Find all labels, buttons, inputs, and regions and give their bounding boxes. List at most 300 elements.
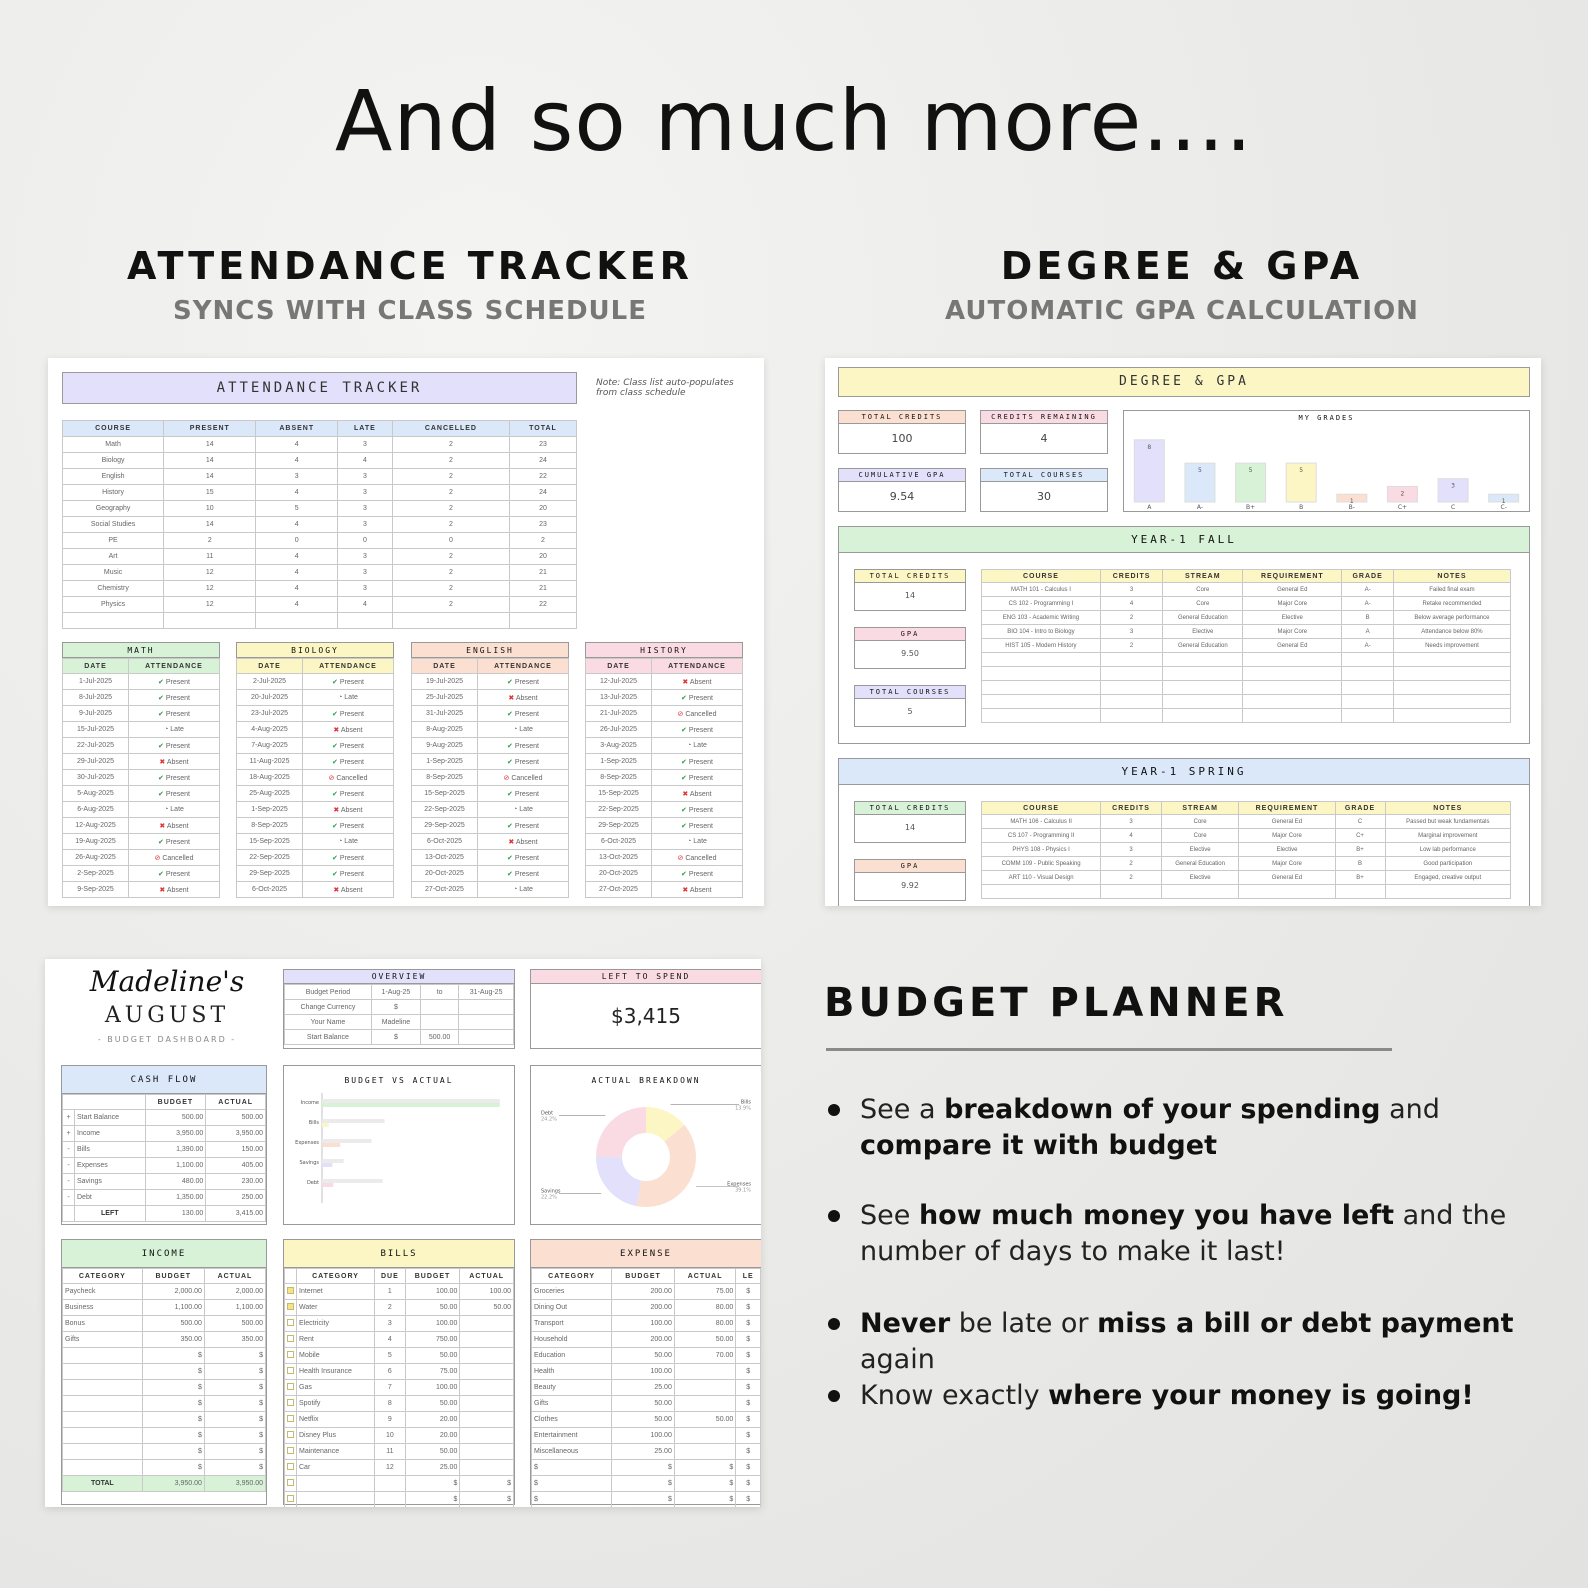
status-label: Late — [344, 694, 358, 701]
feature-text-segment: See a — [860, 1094, 945, 1125]
course-cell: General Ed — [1239, 815, 1335, 829]
status-label: Present — [339, 678, 364, 686]
attendance-status — [478, 738, 569, 754]
income-header-row — [63, 1269, 266, 1284]
table-row — [63, 722, 220, 738]
summary-header: LATE — [337, 421, 392, 437]
attendance-date: 8-Sep-2025 — [586, 770, 652, 786]
bill-budget: 50.00 — [405, 1300, 460, 1316]
table-row — [285, 1412, 514, 1428]
table-row — [285, 1300, 514, 1316]
feature-text-segment: breakdown of your spending — [944, 1094, 1381, 1125]
attendance-date: 31-Jul-2025 — [412, 706, 478, 722]
status-late-icon: ◔ — [513, 886, 520, 893]
course-cell: Core — [1161, 829, 1239, 843]
checkbox-icon[interactable] — [287, 1415, 294, 1422]
attendance-status — [303, 706, 394, 722]
attendance-summary — [62, 420, 577, 629]
summary-cell: 4 — [337, 597, 392, 613]
attendance-date: 6-Aug-2025 — [63, 802, 129, 818]
attendance-status — [303, 818, 394, 834]
status-absent-icon: ✖ — [333, 726, 341, 734]
gpa-stat-value: 9.54 — [889, 490, 915, 503]
checkbox-icon[interactable] — [287, 1351, 294, 1358]
income-actual: $ — [204, 1460, 265, 1476]
expense-budget: 100.00 — [612, 1316, 675, 1332]
status-present-icon: ✔ — [332, 710, 340, 718]
summary-cell: History — [63, 485, 164, 501]
bill-paid-checkbox[interactable] — [285, 1348, 297, 1364]
status-label: Absent — [515, 694, 538, 702]
bill-paid-checkbox[interactable] — [285, 1460, 297, 1476]
table-row — [412, 882, 569, 898]
course-cell — [1335, 885, 1385, 899]
attendance-status — [652, 738, 743, 754]
course-cell: 3 — [1101, 843, 1162, 857]
checkbox-icon[interactable] — [287, 1447, 294, 1454]
status-label: Cancelled — [685, 854, 717, 862]
breakdown-slice-pct: 39.1% — [735, 1187, 751, 1194]
attendance-date: 15-Sep-2025 — [237, 834, 303, 850]
semester-stat-label: TOTAL CREDITS — [855, 570, 965, 583]
table-row — [532, 1476, 761, 1492]
semester-stat-label: TOTAL COURSES — [855, 686, 965, 699]
summary-cell — [392, 613, 509, 629]
gpa-stat-value: 100 — [891, 432, 913, 445]
table-row — [586, 706, 743, 722]
cashflow-budget: 1,350.00 — [145, 1190, 206, 1206]
bill-paid-checkbox[interactable] — [285, 1284, 297, 1300]
course-cell: Major Core — [1243, 625, 1342, 639]
bill-actual — [460, 1412, 514, 1428]
course-cell — [1243, 695, 1342, 709]
table-row — [63, 850, 220, 866]
summary-cell: 2 — [164, 533, 256, 549]
summary-cell: 3 — [256, 469, 338, 485]
checkbox-icon[interactable] — [287, 1479, 294, 1486]
attendance-status — [478, 802, 569, 818]
table-row — [63, 517, 577, 533]
semester-stat-card — [854, 801, 966, 843]
semester-stat-card — [854, 627, 966, 669]
bullet-dot-icon — [828, 1318, 840, 1330]
expense-actual — [674, 1396, 735, 1412]
cashflow-sign: - — [63, 1142, 75, 1158]
semester-stat-card — [854, 569, 966, 611]
course-header: REQUIREMENT — [1239, 802, 1335, 815]
expense-budget: $ — [612, 1492, 675, 1508]
attendance-date: 26-Jul-2025 — [586, 722, 652, 738]
attendance-status — [478, 818, 569, 834]
income-budget: $ — [142, 1380, 204, 1396]
course-header: STREAM — [1161, 802, 1239, 815]
status-present-icon: ✔ — [681, 822, 689, 830]
status-label: Absent — [340, 886, 363, 894]
cashflow-budget: 3,950.00 — [145, 1126, 206, 1142]
attendance-status — [478, 674, 569, 690]
status-label: Absent — [166, 886, 189, 894]
table-row — [412, 770, 569, 786]
expense-actual — [674, 1444, 735, 1460]
subject-header: DATE — [237, 659, 303, 674]
summary-cell: 2 — [392, 437, 509, 453]
summary-cell: 4 — [337, 453, 392, 469]
cashflow-sign: - — [63, 1190, 75, 1206]
course-cell: HIST 105 - Modern History — [982, 639, 1101, 653]
semester-spring-panel — [838, 758, 1530, 906]
cashflow-actual: 405.00 — [206, 1158, 266, 1174]
checkbox-icon[interactable] — [287, 1335, 294, 1342]
attendance-date: 5-Aug-2025 — [63, 786, 129, 802]
bill-budget: 20.00 — [405, 1428, 460, 1444]
status-label: Present — [339, 742, 364, 750]
bill-paid-checkbox[interactable] — [285, 1476, 297, 1492]
course-cell: Elective — [1239, 843, 1335, 857]
bill-category: Spotify — [297, 1396, 375, 1412]
attendance-status — [303, 690, 394, 706]
summary-cell: 4 — [256, 597, 338, 613]
grade-category-label: B — [1299, 504, 1304, 510]
bill-paid-checkbox[interactable] — [285, 1412, 297, 1428]
status-label: Late — [693, 742, 707, 749]
expense-left: $ — [736, 1412, 761, 1428]
status-label: Absent — [166, 758, 189, 766]
table-row — [412, 706, 569, 722]
grade-category-label: A- — [1196, 504, 1204, 510]
course-cell: General Education — [1163, 639, 1243, 653]
bill-budget: $ — [405, 1476, 460, 1492]
table-row — [237, 722, 394, 738]
status-cancelled-icon: ⊘ — [677, 854, 686, 862]
course-header: CREDITS — [1100, 570, 1162, 583]
table-row — [412, 866, 569, 882]
cashflow-label: Income — [75, 1126, 146, 1142]
bill-budget: 100.00 — [405, 1316, 460, 1332]
overview-cell: 31-Aug-25 — [459, 985, 514, 1000]
bill-paid-checkbox[interactable] — [285, 1380, 297, 1396]
bill-paid-checkbox[interactable] — [285, 1492, 297, 1508]
checkbox-icon[interactable] — [287, 1303, 294, 1310]
semester-fall-panel — [838, 526, 1530, 744]
summary-cell — [63, 613, 164, 629]
status-present-icon: ✔ — [158, 838, 166, 846]
status-label: Cancelled — [162, 854, 194, 862]
attendance-status — [303, 786, 394, 802]
bill-budget: 750.00 — [405, 1332, 460, 1348]
feature-text — [860, 1306, 1564, 1378]
table-row — [63, 1206, 266, 1222]
status-absent-icon: ✖ — [682, 886, 690, 894]
status-label: Present — [339, 758, 364, 766]
checkbox-icon[interactable] — [287, 1367, 294, 1374]
expense-budget: 100.00 — [612, 1428, 675, 1444]
status-cancelled-icon: ⊘ — [154, 854, 163, 862]
table-row — [412, 850, 569, 866]
table-row — [982, 815, 1511, 829]
course-cell: 4 — [1101, 829, 1162, 843]
course-header: REQUIREMENT — [1243, 570, 1342, 583]
expense-left: $ — [736, 1284, 761, 1300]
summary-cell: 3 — [337, 517, 392, 533]
semester-stat-card — [854, 685, 966, 727]
bill-paid-checkbox[interactable] — [285, 1444, 297, 1460]
table-row — [532, 1492, 761, 1508]
bill-paid-checkbox[interactable] — [285, 1396, 297, 1412]
course-cell: MATH 106 - Calculus II — [982, 815, 1101, 829]
summary-cell: Geography — [63, 501, 164, 517]
semester-stat-label: TOTAL CREDITS — [855, 802, 965, 815]
summary-cell: 4 — [256, 453, 338, 469]
expense-left: $ — [736, 1396, 761, 1412]
feature-text-segment: and — [1380, 1094, 1440, 1125]
table-row — [586, 834, 743, 850]
status-label: Present — [165, 838, 190, 846]
summary-cell: 2 — [392, 469, 509, 485]
status-late-icon: ◔ — [338, 838, 345, 845]
course-cell: 4 — [1100, 597, 1162, 611]
subject-header: DATE — [412, 659, 478, 674]
checkbox-icon[interactable] — [287, 1287, 294, 1294]
feature-text-segment: be late or — [950, 1308, 1098, 1339]
headline: And so much more.... — [334, 72, 1254, 170]
status-present-icon: ✔ — [332, 870, 340, 878]
summary-cell: 23 — [509, 437, 576, 453]
attendance-date: 6-Oct-2025 — [412, 834, 478, 850]
table-row — [586, 754, 743, 770]
summary-cell: 3 — [337, 485, 392, 501]
attendance-date: 13-Oct-2025 — [586, 850, 652, 866]
table-row — [982, 843, 1511, 857]
checkbox-icon[interactable] — [287, 1399, 294, 1406]
subject-title: ENGLISH — [411, 642, 569, 658]
status-label: Late — [170, 806, 184, 813]
expense-actual: $ — [674, 1476, 735, 1492]
course-cell — [1100, 667, 1162, 681]
status-absent-icon: ✖ — [682, 790, 690, 798]
actual-breakdown-title: ACTUAL BREAKDOWN — [591, 1076, 701, 1085]
bullet-dot-icon — [828, 1210, 840, 1222]
expense-actual: $ — [674, 1492, 735, 1508]
table-row — [982, 885, 1511, 899]
expense-category: Gifts — [532, 1396, 612, 1412]
attendance-status — [652, 802, 743, 818]
attendance-status — [129, 882, 220, 898]
bva-actual-bar — [322, 1163, 332, 1167]
checkbox-icon[interactable] — [287, 1495, 294, 1502]
expense-header: CATEGORY — [532, 1269, 612, 1284]
grades-chart-title: MY GRADES — [1298, 414, 1355, 422]
summary-cell: Art — [63, 549, 164, 565]
grade-bar-label: 1 — [1349, 498, 1354, 506]
course-cell: CS 102 - Programming I — [982, 597, 1101, 611]
semester-course-table — [981, 801, 1511, 899]
course-cell — [982, 695, 1101, 709]
expense-panel — [530, 1239, 761, 1505]
cashflow-header — [63, 1095, 146, 1110]
table-row — [412, 722, 569, 738]
cashflow-label: Expenses — [75, 1158, 146, 1174]
income-title: INCOME — [62, 1240, 266, 1268]
attendance-status — [652, 786, 743, 802]
bill-paid-checkbox[interactable] — [285, 1332, 297, 1348]
cash-flow-title: CASH FLOW — [62, 1066, 266, 1094]
income-header: BUDGET — [142, 1269, 204, 1284]
course-cell — [1100, 709, 1162, 723]
attendance-date: 23-Jul-2025 — [237, 706, 303, 722]
status-late-icon: ◔ — [164, 726, 171, 733]
gpa-stat-label: CREDITS REMAINING — [981, 411, 1107, 424]
checkbox-icon[interactable] — [287, 1383, 294, 1390]
bill-paid-checkbox[interactable] — [285, 1316, 297, 1332]
expense-left: $ — [736, 1476, 761, 1492]
table-row — [532, 1284, 761, 1300]
attendance-date: 19-Jul-2025 — [412, 674, 478, 690]
status-label: Present — [339, 710, 364, 718]
bill-actual — [460, 1428, 514, 1444]
income-budget: 2,000.00 — [142, 1284, 204, 1300]
status-label: Present — [688, 758, 713, 766]
checkbox-icon[interactable] — [287, 1319, 294, 1326]
attendance-status — [652, 754, 743, 770]
table-row — [285, 1444, 514, 1460]
checkbox-icon[interactable] — [287, 1431, 294, 1438]
bill-paid-checkbox[interactable] — [285, 1300, 297, 1316]
attendance-status — [129, 866, 220, 882]
cashflow-budget: 480.00 — [145, 1174, 206, 1190]
table-row — [532, 1300, 761, 1316]
status-absent-icon: ✖ — [159, 886, 167, 894]
course-cell: Low lab performance — [1385, 843, 1510, 857]
table-row — [412, 754, 569, 770]
table-row — [412, 674, 569, 690]
status-present-icon: ✔ — [332, 790, 340, 798]
table-row — [63, 613, 577, 629]
cashflow-label: Debt — [75, 1190, 146, 1206]
course-cell: Passed but weak fundamentals — [1385, 815, 1510, 829]
overview-cell — [420, 1000, 458, 1015]
feature-text — [860, 1092, 1564, 1164]
summary-cell: 21 — [509, 581, 576, 597]
expense-actual: 50.00 — [674, 1412, 735, 1428]
table-row — [237, 770, 394, 786]
attendance-date: 20-Oct-2025 — [586, 866, 652, 882]
table-row — [285, 1476, 514, 1492]
status-present-icon: ✔ — [507, 758, 515, 766]
checkbox-icon[interactable] — [287, 1463, 294, 1470]
expense-budget: 200.00 — [612, 1300, 675, 1316]
cashflow-actual: 150.00 — [206, 1142, 266, 1158]
bill-budget: 50.00 — [405, 1348, 460, 1364]
summary-cell: 4 — [256, 517, 338, 533]
table-row — [63, 1364, 266, 1380]
income-actual: $ — [204, 1412, 265, 1428]
status-late-icon: ◔ — [164, 806, 171, 813]
income-budget: $ — [142, 1460, 204, 1476]
table-row — [63, 1332, 266, 1348]
attendance-subheading: SYNCS WITH CLASS SCHEDULE — [172, 296, 647, 326]
subject-title: MATH — [62, 642, 220, 658]
course-cell: Engaged, creative output — [1385, 871, 1510, 885]
bva-budget-bar — [322, 1099, 500, 1103]
attendance-status — [129, 738, 220, 754]
subject-title: BIOLOGY — [236, 642, 394, 658]
attendance-date: 21-Jul-2025 — [586, 706, 652, 722]
overview-cell: Start Balance — [285, 1030, 372, 1045]
attendance-date: 2-Sep-2025 — [63, 866, 129, 882]
attendance-status — [652, 770, 743, 786]
course-header: NOTES — [1385, 802, 1510, 815]
attendance-status — [478, 706, 569, 722]
status-present-icon: ✔ — [507, 742, 515, 750]
income-category: Business — [63, 1300, 143, 1316]
status-label: Present — [165, 694, 190, 702]
course-cell: General Education — [1161, 857, 1239, 871]
summary-cell: 3 — [337, 437, 392, 453]
income-budget: $ — [142, 1412, 204, 1428]
feature-text-segment: Never — [860, 1308, 951, 1339]
status-label: Present — [688, 726, 713, 734]
budget-vs-actual-panel — [283, 1065, 515, 1225]
course-cell: Failed final exam — [1393, 583, 1510, 597]
status-label: Absent — [340, 726, 363, 734]
bill-paid-checkbox[interactable] — [285, 1364, 297, 1380]
course-cell: 3 — [1100, 625, 1162, 639]
bullet-dot-icon — [828, 1104, 840, 1116]
course-header: GRADE — [1342, 570, 1394, 583]
attendance-date: 30-Jul-2025 — [63, 770, 129, 786]
actual-breakdown-panel — [530, 1065, 761, 1225]
table-row — [63, 738, 220, 754]
grade-bar-label: 5 — [1198, 467, 1202, 475]
table-row — [285, 1332, 514, 1348]
summary-cell: 0 — [256, 533, 338, 549]
status-label: Present — [514, 710, 539, 718]
attendance-date: 29-Jul-2025 — [63, 754, 129, 770]
expense-left: $ — [736, 1364, 761, 1380]
bva-actual-bar — [322, 1123, 329, 1127]
attendance-date: 29-Sep-2025 — [237, 866, 303, 882]
summary-cell: 2 — [392, 517, 509, 533]
status-cancelled-icon: ⊘ — [677, 710, 686, 718]
table-row — [63, 533, 577, 549]
bill-category: Electricity — [297, 1316, 375, 1332]
status-label: Present — [339, 790, 364, 798]
status-label: Present — [165, 678, 190, 686]
expense-category: Education — [532, 1348, 612, 1364]
attendance-status — [652, 674, 743, 690]
status-present-icon: ✔ — [507, 822, 515, 830]
income-category — [63, 1460, 143, 1476]
table-row — [237, 802, 394, 818]
course-cell: General Ed — [1239, 871, 1335, 885]
breakdown-slice — [596, 1107, 646, 1157]
feature-text-segment: again — [860, 1344, 935, 1375]
income-actual: $ — [204, 1364, 265, 1380]
summary-cell: 2 — [392, 581, 509, 597]
budget-heading-divider — [826, 1048, 1392, 1051]
status-absent-icon: ✖ — [508, 694, 516, 702]
status-present-icon: ✔ — [681, 726, 689, 734]
course-cell — [1342, 653, 1394, 667]
expense-title: EXPENSE — [531, 1240, 761, 1268]
cashflow-label: Savings — [75, 1174, 146, 1190]
cashflow-sign: - — [63, 1174, 75, 1190]
status-label: Cancelled — [511, 774, 543, 782]
attendance-status — [652, 882, 743, 898]
course-cell: General Ed — [1243, 583, 1342, 597]
bill-paid-checkbox[interactable] — [285, 1428, 297, 1444]
summary-cell — [164, 613, 256, 629]
